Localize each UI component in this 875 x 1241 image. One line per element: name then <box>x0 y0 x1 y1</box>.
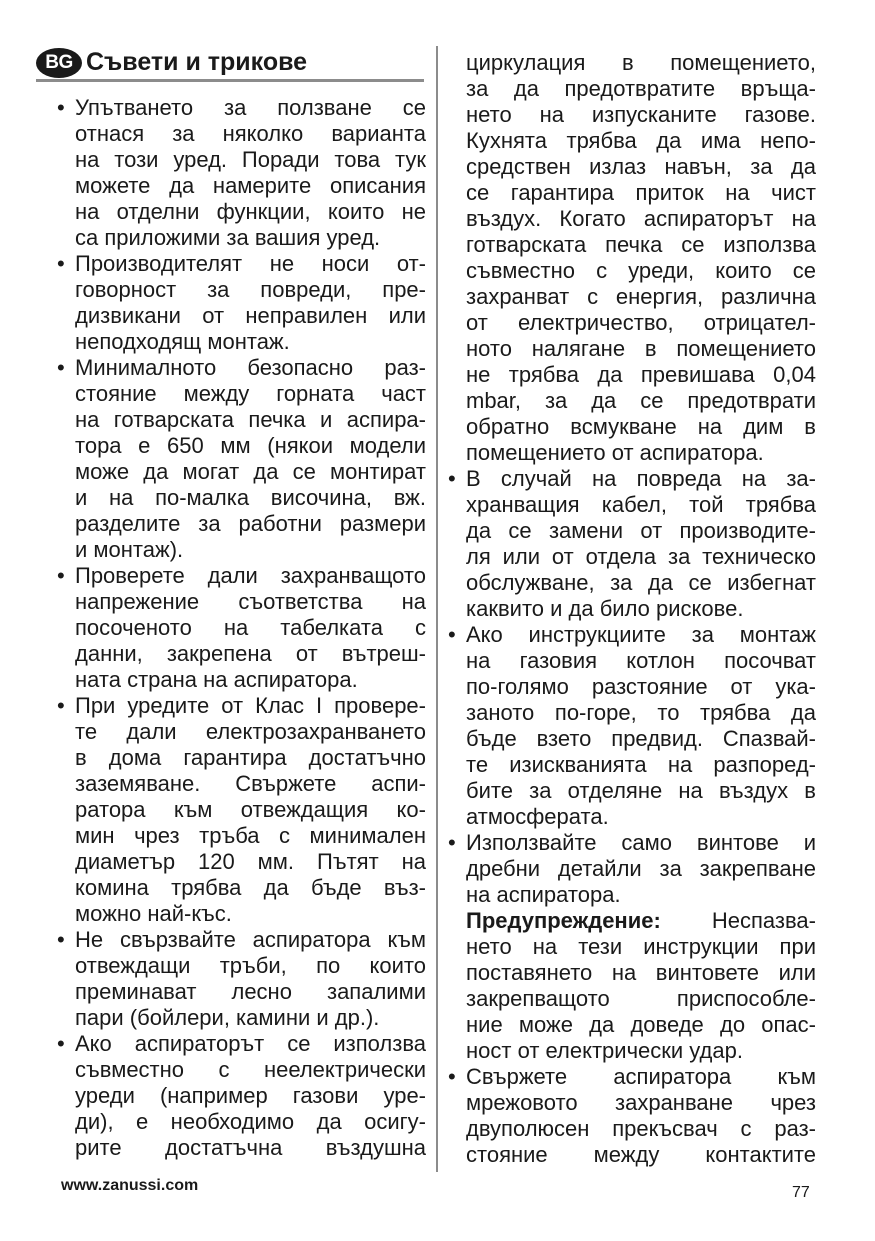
text-line: разделите за работни размери <box>75 511 426 536</box>
text-line: • Упътването за ползване се <box>56 95 426 121</box>
text-line: на аспиратора. <box>466 882 621 907</box>
text-line: на отделни функции, които не <box>75 199 426 224</box>
text-line: • Ако инструкциите за монтаж <box>447 622 816 648</box>
bullet-item <box>56 251 426 355</box>
bullet-item <box>56 355 426 563</box>
text-line: ди), е необходимо да осигу- <box>75 1109 426 1134</box>
bullet-item <box>56 95 426 251</box>
bullet-item <box>56 927 426 1031</box>
text-line: тора е 650 мм (някои модели <box>75 433 426 458</box>
text-line: посоченото на табелката с <box>75 615 426 640</box>
text-line: по-голямо разстояние от ука- <box>466 674 816 699</box>
text-line: нето на тези инструкции при <box>466 934 816 959</box>
text-line: за да предотвратите връща- <box>466 76 816 101</box>
text-line: говорност за повреди, пре- <box>75 277 426 302</box>
text-line: ната страна на аспиратора. <box>75 667 358 692</box>
text-line: циркулация в помещението, <box>466 50 816 75</box>
text-line: на този уред. Поради това тук <box>75 147 426 172</box>
text-line: Кухнята трябва да има непо- <box>466 128 816 153</box>
text-line: отнася за няколко варианта <box>75 121 426 146</box>
text-line: двуполюсен прекъсвач с раз- <box>466 1116 816 1141</box>
text-line: обслужване, за да се избегнат <box>466 570 816 595</box>
bullet-continuation <box>447 50 816 466</box>
text-line: те изискванията на разпоред- <box>466 752 816 777</box>
bullet-item <box>56 563 426 693</box>
text-line: въздух. Когато аспираторът на <box>466 206 816 231</box>
bullet-item <box>447 622 816 830</box>
text-line: • При уредите от Клас I проверe- <box>56 693 426 719</box>
bullet-item <box>447 830 816 1064</box>
text-line: преминават лесно запалими <box>75 979 426 1004</box>
text-line: mbar, за да се предотврати <box>466 388 816 413</box>
text-line: захранват с енергия, различна <box>466 284 816 309</box>
text-line: каквито и да било рискове. <box>466 596 744 621</box>
text-line: от електричество, отрицател- <box>466 310 816 335</box>
left-column <box>56 95 426 1161</box>
right-column <box>447 50 816 1168</box>
bullet-item <box>447 466 816 622</box>
text-line: и на по-малка височина, вж. <box>75 485 426 510</box>
footer-url: www.zanussi.com <box>61 1177 199 1194</box>
text-line: пари (бойлери, камини и др.). <box>75 1005 380 1030</box>
text-line: хранващия кабел, той трябва <box>466 492 816 517</box>
text-line: • В случай на повреда на за- <box>447 466 816 492</box>
text-line: напрежение съответства на <box>75 589 426 614</box>
text-line: готварската печка се използва <box>466 232 816 257</box>
page-number: 77 <box>792 1184 810 1201</box>
text-line: • Ако аспираторът се използва <box>56 1031 426 1057</box>
text-line: на газовия котлон посочват <box>466 648 816 673</box>
text-line: • Използвайте само винтове и <box>447 830 816 856</box>
text-line: бите за отделяне на въздух в <box>466 778 816 803</box>
page-title: Съвети и трикове <box>86 48 308 76</box>
text-line: • Производителят не носи от- <box>56 251 426 277</box>
text-line: дребни детайли за закрепване <box>466 856 816 881</box>
text-line: и монтаж). <box>75 537 184 562</box>
text-line: обратно всмукване на дим в <box>466 414 816 439</box>
text-line: се гарантира приток на чист <box>466 180 816 205</box>
column-divider <box>436 46 438 1172</box>
text-line: да се замени от производите- <box>466 518 816 543</box>
warning-line <box>447 908 816 934</box>
text-line: съвместно с неелектрически <box>75 1057 426 1082</box>
text-line: • Свържете аспиратора към <box>447 1064 816 1090</box>
text-line: стояние между горната част <box>75 381 426 406</box>
text-line: те дали електрозахранването <box>75 719 426 744</box>
text-line: отвеждащи тръби, по които <box>75 953 426 978</box>
text-line: закрепващото приспособле- <box>466 986 816 1011</box>
text-line: може да могат да се монтират <box>75 459 426 484</box>
text-line: ност от електрически удар. <box>466 1038 743 1063</box>
warning-label: Предупреждение: <box>466 908 661 933</box>
text-line: не трябва да превишава 0,04 <box>466 362 816 387</box>
text-line: средствен излаз навън, за да <box>466 154 816 179</box>
language-badge: BG <box>36 48 82 78</box>
text-line: комина трябва да бъде въз- <box>75 875 426 900</box>
section-header <box>36 46 424 82</box>
text-line: • Минималното безопасно раз- <box>56 355 426 381</box>
bullet-item <box>56 1031 426 1161</box>
text-line: заземяване. Свържете аспи- <box>75 771 426 796</box>
text-line: помещението от аспиратора. <box>466 440 764 465</box>
text-line: уреди (например газови уре- <box>75 1083 426 1108</box>
text-line: ратора към отвеждащия ко- <box>75 797 426 822</box>
text-line: атмосферата. <box>466 804 609 829</box>
text-line: стояние между контактите <box>466 1142 816 1167</box>
text-line: бъде взето предвид. Спазвай- <box>466 726 816 751</box>
text-line: • Проверете дали захранващото <box>56 563 426 589</box>
text-line: • Не свързвайте аспиратора към <box>56 927 426 953</box>
warning-text: Неспазва- <box>660 908 816 933</box>
text-line: данни, закрепена от вътреш- <box>75 641 426 666</box>
text-line: на готварската печка и аспира- <box>75 407 426 432</box>
text-line: в дома гарантира достатъчно <box>75 745 426 770</box>
text-line: заното по-горе, то трябва да <box>466 700 816 725</box>
text-line: поставянето на винтовете или <box>466 960 816 985</box>
text-line: нето на изпусканите газове. <box>466 102 816 127</box>
bullet-item <box>447 1064 816 1168</box>
text-line: са приложими за вашия уред. <box>75 225 381 250</box>
text-line: можно най-къс. <box>75 901 232 926</box>
text-line: рите достатъчна въздушна <box>75 1135 426 1160</box>
text-line: ние може да доведе до опас- <box>466 1012 816 1037</box>
text-line: диаметър 120 мм. Пътят на <box>75 849 426 874</box>
bullet-item <box>56 693 426 927</box>
text-line: ля или от отдела за техническо <box>466 544 816 569</box>
text-line: мин чрез тръба с минимален <box>75 823 426 848</box>
text-line: съвместно с уреди, които се <box>466 258 816 283</box>
text-line: мрежовото захранване чрез <box>466 1090 816 1115</box>
text-line: можете да намерите описания <box>75 173 426 198</box>
text-line: ното налягане в помещението <box>466 336 816 361</box>
text-line: неподходящ монтаж. <box>75 329 290 354</box>
text-line: дизвикани от неправилен или <box>75 303 426 328</box>
